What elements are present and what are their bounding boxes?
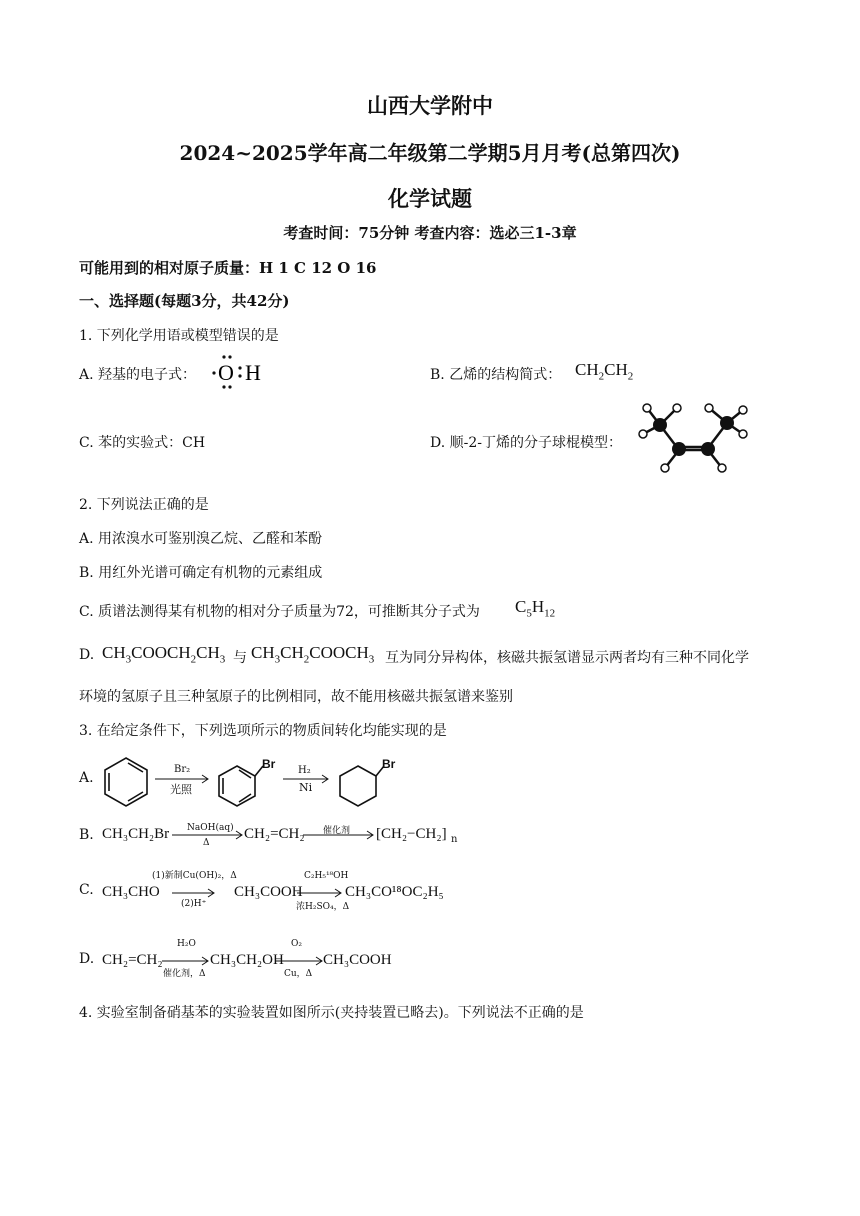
c5h12-formula: $C_5H_{12}$ [515, 597, 556, 620]
hydroxyl-electron-formula [207, 352, 277, 390]
q3-b-c2: 催化剂 [323, 826, 351, 836]
q3-b-n: n [451, 834, 458, 845]
q3-b-s1: CH₃CH₂Br [102, 826, 170, 842]
svg-text:H: H [245, 360, 261, 385]
q1-option-b: B. 乙烯的结构简式： [430, 367, 562, 383]
q3-d-c2b: Cu，Δ [284, 969, 313, 979]
q3-c-c2b: 浓H₂SO₄，Δ [296, 902, 350, 912]
q3-c-arrow1 [172, 888, 216, 898]
q3-option-a-label: A. [79, 770, 94, 786]
q3-d-c1b: 催化剂，Δ [163, 969, 206, 979]
q3-a-br2: Br [382, 757, 396, 771]
q3-option-b-label: B. [79, 827, 94, 843]
q3-d-s2: CH₃CH₂OH [210, 952, 284, 968]
q4-stem: 4. 实验室制备硝基苯的实验装置如图所示(夹持装置已略去)。下列说法不正确的是 [79, 1005, 584, 1021]
q1-option-c: C. 苯的实验式：CH [79, 435, 206, 451]
q3-d-arrow1 [162, 956, 210, 966]
q3-a-cond1-top: Br₂ [174, 764, 191, 775]
q2-d-and: 与 [233, 650, 247, 666]
cis-2-butene-ball-stick-model [635, 398, 755, 478]
q3-option-a-scheme [100, 752, 420, 808]
section-title: 一、选择题(每题3分，共42分) [79, 292, 290, 310]
subject-title: 化学试题 [388, 186, 472, 211]
q3-c-c1b: (2)H⁺ [181, 899, 207, 909]
q1-option-d: D. 顺-2-丁烯的分子球棍模型： [430, 435, 622, 451]
q1-option-a: A. 羟基的电子式： [79, 367, 197, 383]
q3-c-c1: (1)新制Cu(OH)₂，Δ [152, 871, 237, 881]
q2-option-d-label: D. [79, 647, 95, 663]
q3-b-s2: CH₂=CH₂ [244, 826, 305, 842]
q2-option-d-text2: 环境的氢原子且三种氢原子的比例相同，故不能用核磁共振氢谱来鉴别 [79, 689, 513, 705]
svg-text:O: O [218, 360, 234, 385]
q3-d-c2: O₂ [291, 939, 302, 949]
q3-d-c1: H₂O [177, 939, 196, 949]
exam-title: 2024~2025学年高二年级第二学期5月月考(总第四次) [179, 141, 681, 165]
q3-c-arrow2 [297, 888, 343, 898]
q2-option-b: B. 用红外光谱可确定有机物的元素组成 [79, 565, 323, 581]
q3-c-s3: CH₃CO¹⁸OC₂H₅ [345, 884, 444, 900]
q3-a-cond2-bottom: Ni [299, 781, 313, 794]
q3-b-s3: [CH₂−CH₂] [376, 826, 447, 842]
q3-c-s1: CH₃CHO [102, 884, 160, 900]
q3-c-c2: C₂H₅¹⁸OH [304, 871, 349, 881]
q3-option-d-label: D. [79, 951, 95, 967]
q3-d-s3: CH₃COOH [323, 952, 392, 968]
q3-a-br1: Br [262, 757, 276, 771]
q3-b-c1b: Δ [203, 838, 210, 848]
q3-a-cond1-bottom: 光照 [170, 783, 192, 796]
q3-d-arrow2 [276, 956, 324, 966]
ethyl-acetate-formula: $CH_3COOCH_2CH_3$ [102, 643, 226, 666]
atomic-masses: 可能用到的相对原子质量：H 1 C 12 O 16 [79, 259, 377, 277]
q3-option-c-label: C. [79, 882, 94, 898]
q3-c-s2: CH₃COOH [234, 884, 303, 900]
methyl-propanoate-formula: $CH_3CH_2COOCH_3$ [251, 643, 375, 666]
ethene-formula: $CH_2CH_2$ [575, 360, 634, 383]
exam-info: 考查时间：75分钟 考查内容：选必三1-3章 [283, 224, 577, 242]
q2-option-c: C. 质谱法测得某有机物的相对分子质量为72，可推断其分子式为 [79, 604, 480, 620]
q1-stem: 1. 下列化学用语或模型错误的是 [79, 328, 279, 344]
q2-option-a: A. 用浓溴水可鉴别溴乙烷、乙醛和苯酚 [79, 531, 323, 547]
q3-b-arrow2 [303, 830, 375, 840]
q2-stem: 2. 下列说法正确的是 [79, 497, 209, 513]
q3-stem: 3. 在给定条件下，下列选项所示的物质间转化均能实现的是 [79, 723, 447, 739]
q2-option-d-text: 互为同分异构体，核磁共振氢谱显示两者均有三种不同化学 [385, 650, 749, 666]
q3-a-cond2-top: H₂ [298, 765, 311, 776]
q3-b-c1: NaOH(aq) [187, 823, 234, 833]
school-name: 山西大学附中 [367, 93, 493, 118]
q3-d-s1: CH₂=CH₂ [102, 952, 163, 968]
